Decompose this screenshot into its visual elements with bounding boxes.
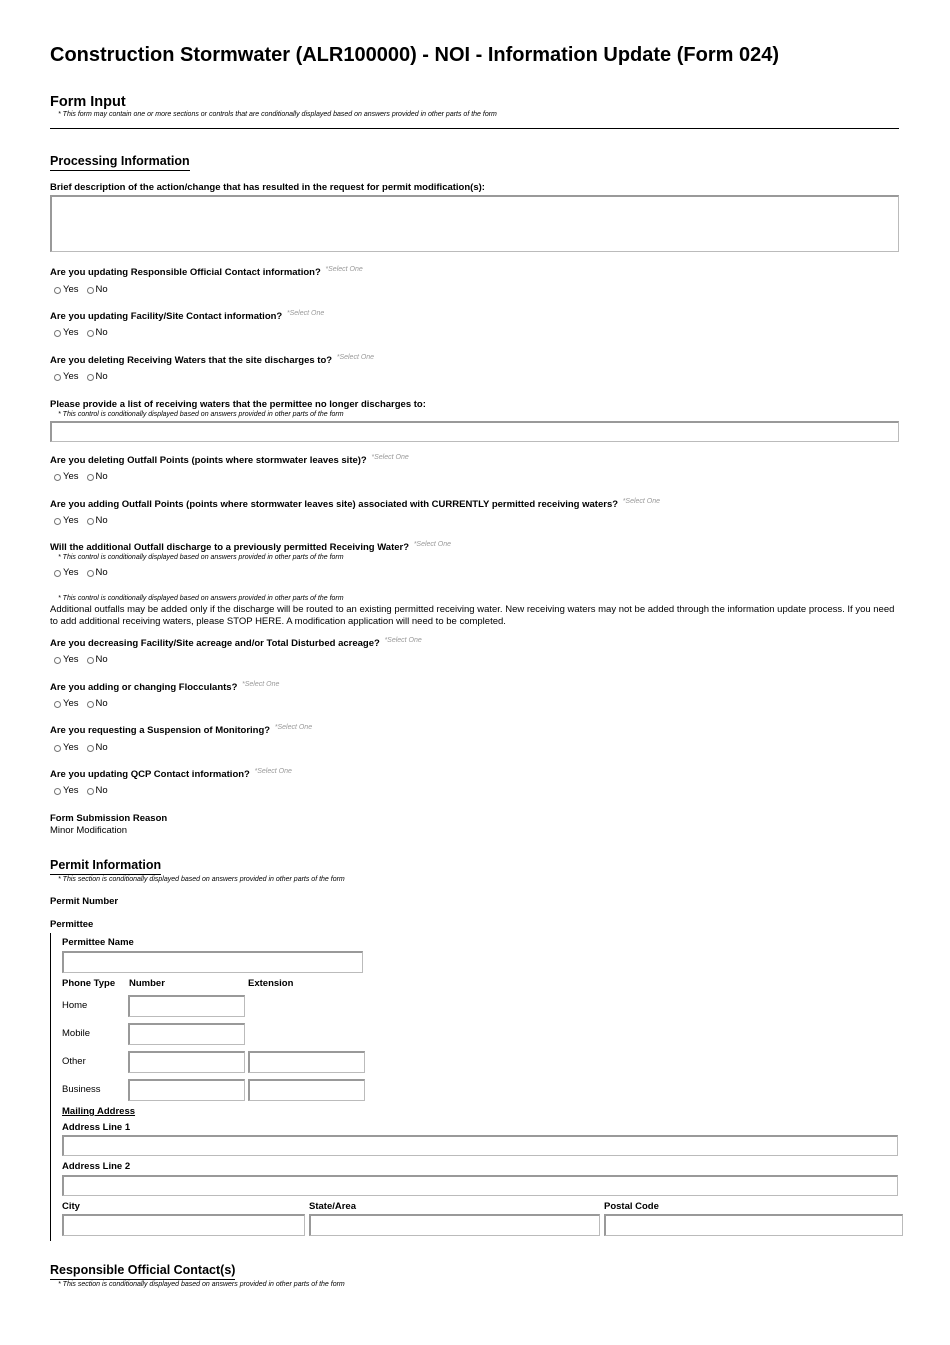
address-line-1-input[interactable] [62, 1135, 898, 1156]
select-one-hint: *Select One [336, 354, 375, 361]
radio-yes[interactable] [54, 745, 61, 752]
question-text: Are you adding Outfall Points (points where stormwater leaves site) associated with CURRENTLY permitted receiving waters? [50, 499, 619, 510]
number-header: Number [129, 978, 165, 989]
phone-type-home: Home [62, 1000, 88, 1011]
other-phone-number-input[interactable] [128, 1051, 245, 1073]
radio-no-label: No [95, 327, 108, 338]
radio-yes[interactable] [54, 330, 61, 337]
page-title: Construction Stormwater (ALR100000) - NOI - Information Update (Form 024) [50, 44, 779, 66]
radio-no-label: No [95, 698, 108, 709]
question-deleting-receiving-waters [50, 355, 374, 366]
submission-reason-label: Form Submission Reason [50, 813, 168, 824]
radio-yes[interactable] [54, 657, 61, 664]
radio-group-adding-outfalls [50, 515, 112, 526]
conditional-note: * This section is conditionally displayed based on answers provided in other parts of the form [58, 1281, 345, 1288]
state-label: State/Area [309, 1201, 356, 1212]
select-one-hint: *Select One [254, 768, 292, 775]
radio-yes-label: Yes [63, 284, 79, 295]
radio-yes[interactable] [54, 570, 61, 577]
city-input[interactable] [62, 1214, 305, 1236]
radio-no[interactable] [87, 570, 94, 577]
radio-no-label: No [95, 654, 108, 665]
business-phone-number-input[interactable] [128, 1079, 245, 1101]
radio-no-label: No [95, 471, 108, 482]
question-text: Are you requesting a Suspension of Monitoring? [50, 725, 271, 736]
conditional-note: * This control is conditionally displayed based on answers provided in other parts of the form [58, 554, 344, 561]
receiving-waters-list-label: Please provide a list of receiving waters that the permittee no longer discharges to: [50, 399, 426, 410]
radio-yes-label: Yes [63, 742, 79, 753]
radio-group-qcp-contact [50, 785, 112, 796]
permittee-name-input[interactable] [62, 951, 363, 973]
radio-no[interactable] [87, 287, 94, 294]
question-facility-contact [50, 311, 324, 322]
question-text: Are you updating QCP Contact information? [50, 769, 250, 780]
question-text: Are you deleting Receiving Waters that the site discharges to? [50, 355, 333, 366]
mobile-phone-number-input[interactable] [128, 1023, 245, 1045]
phone-type-business: Business [62, 1084, 101, 1095]
radio-yes[interactable] [54, 287, 61, 294]
processing-heading: Processing Information [50, 154, 190, 171]
radio-group-decreasing-acreage [50, 654, 112, 665]
question-text: Are you updating Responsible Official Contact information? [50, 267, 321, 278]
question-flocculants [50, 682, 279, 693]
radio-no-label: No [95, 567, 108, 578]
mailing-address-heading: Mailing Address [62, 1106, 136, 1117]
radio-no-label: No [95, 515, 108, 526]
question-text: Are you decreasing Facility/Site acreage and/or Total Disturbed acreage? [50, 638, 380, 649]
outfall-info-text: Additional outfalls may be added only if the discharge will be routed to an existing permitted receiving water. New receiving waters may not be added through the information update process. If you need to add additional receiving waters, please STOP HERE. A modification application will need to be completed. [50, 604, 895, 627]
radio-no[interactable] [87, 330, 94, 337]
address-line-2-input[interactable] [62, 1175, 898, 1196]
radio-group-deleting-outfalls [50, 471, 112, 482]
radio-yes-label: Yes [63, 698, 79, 709]
select-one-hint: *Select One [371, 454, 409, 461]
brief-description-input[interactable] [50, 195, 899, 252]
divider [50, 128, 899, 129]
other-phone-extension-input[interactable] [248, 1051, 365, 1073]
question-decreasing-acreage [50, 638, 422, 649]
submission-reason-value: Minor Modification [50, 825, 128, 836]
select-one-hint: *Select One [622, 498, 661, 505]
postal-code-label: Postal Code [604, 1201, 659, 1212]
select-one-hint: *Select One [274, 724, 313, 731]
question-text: Will the additional Outfall discharge to a previously permitted Receiving Water? [50, 542, 410, 553]
city-label: City [62, 1201, 80, 1212]
receiving-waters-list-input[interactable] [50, 421, 899, 442]
radio-no[interactable] [87, 374, 94, 381]
home-phone-number-input[interactable] [128, 995, 245, 1017]
radio-group-suspension-monitoring [50, 742, 112, 753]
conditional-note: * This control is conditionally displayed based on answers provided in other parts of the form [58, 595, 344, 602]
permittee-name-label: Permittee Name [62, 937, 134, 948]
responsible-official-heading: Responsible Official Contact(s) [50, 1263, 235, 1280]
question-suspension-monitoring [50, 725, 312, 736]
address-line-2-label: Address Line 2 [62, 1161, 131, 1172]
radio-yes-label: Yes [63, 654, 79, 665]
radio-yes-label: Yes [63, 471, 79, 482]
radio-no-label: No [95, 371, 108, 382]
radio-yes[interactable] [54, 701, 61, 708]
radio-group-responsible-official [50, 284, 112, 295]
select-one-hint: *Select One [325, 266, 363, 273]
radio-yes[interactable] [54, 788, 61, 795]
question-qcp-contact [50, 769, 292, 780]
form-input-note: * This form may contain one or more sections or controls that are conditionally displayed based on answers provided in other parts of the form [58, 111, 497, 118]
phone-type-mobile: Mobile [62, 1028, 90, 1039]
brief-description-label: Brief description of the action/change that has resulted in the request for permit modification(s): [50, 182, 485, 193]
postal-code-input[interactable] [604, 1214, 903, 1236]
permit-number-label: Permit Number [50, 896, 119, 907]
radio-no-label: No [95, 785, 108, 796]
radio-group-flocculants [50, 698, 112, 709]
question-text: Are you adding or changing Flocculants? [50, 682, 238, 693]
radio-group-previously-permitted [50, 567, 112, 578]
radio-no[interactable] [87, 701, 94, 708]
question-text: Are you deleting Outfall Points (points where stormwater leaves site)? [50, 455, 367, 466]
permit-info-heading: Permit Information [50, 858, 161, 875]
phone-type-other: Other [62, 1056, 86, 1067]
radio-yes[interactable] [54, 474, 61, 481]
radio-yes[interactable] [54, 518, 61, 525]
question-responsible-official [50, 267, 363, 278]
radio-yes[interactable] [54, 374, 61, 381]
radio-yes-label: Yes [63, 327, 79, 338]
radio-yes-label: Yes [63, 785, 79, 796]
radio-no-label: No [95, 742, 108, 753]
radio-yes-label: Yes [63, 567, 79, 578]
phone-type-header: Phone Type [62, 978, 116, 989]
radio-group-facility-contact [50, 327, 112, 338]
radio-no[interactable] [87, 788, 94, 795]
address-line-1-label: Address Line 1 [62, 1122, 131, 1133]
state-input[interactable] [309, 1214, 600, 1236]
radio-yes-label: Yes [63, 515, 79, 526]
select-one-hint: *Select One [286, 310, 325, 317]
radio-no[interactable] [87, 745, 94, 752]
question-previously-permitted [50, 542, 451, 553]
form-input-heading: Form Input [50, 94, 126, 110]
question-deleting-outfalls [50, 455, 409, 466]
question-adding-outfalls [50, 499, 660, 510]
radio-no[interactable] [87, 518, 94, 525]
select-one-hint: *Select One [384, 637, 422, 644]
radio-group-deleting-receiving-waters [50, 371, 112, 382]
radio-no[interactable] [87, 657, 94, 664]
radio-no[interactable] [87, 474, 94, 481]
select-one-hint: *Select One [242, 681, 280, 688]
permittee-group-border [50, 933, 51, 1241]
permittee-label: Permittee [50, 919, 94, 930]
radio-no-label: No [95, 284, 108, 295]
business-phone-extension-input[interactable] [248, 1079, 365, 1101]
question-text: Are you updating Facility/Site Contact information? [50, 311, 283, 322]
conditional-note: * This section is conditionally displayed based on answers provided in other parts of the form [58, 876, 345, 883]
extension-header: Extension [248, 978, 294, 989]
radio-yes-label: Yes [63, 371, 79, 382]
select-one-hint: *Select One [413, 541, 452, 548]
conditional-note: * This control is conditionally displayed based on answers provided in other parts of the form [58, 411, 344, 418]
